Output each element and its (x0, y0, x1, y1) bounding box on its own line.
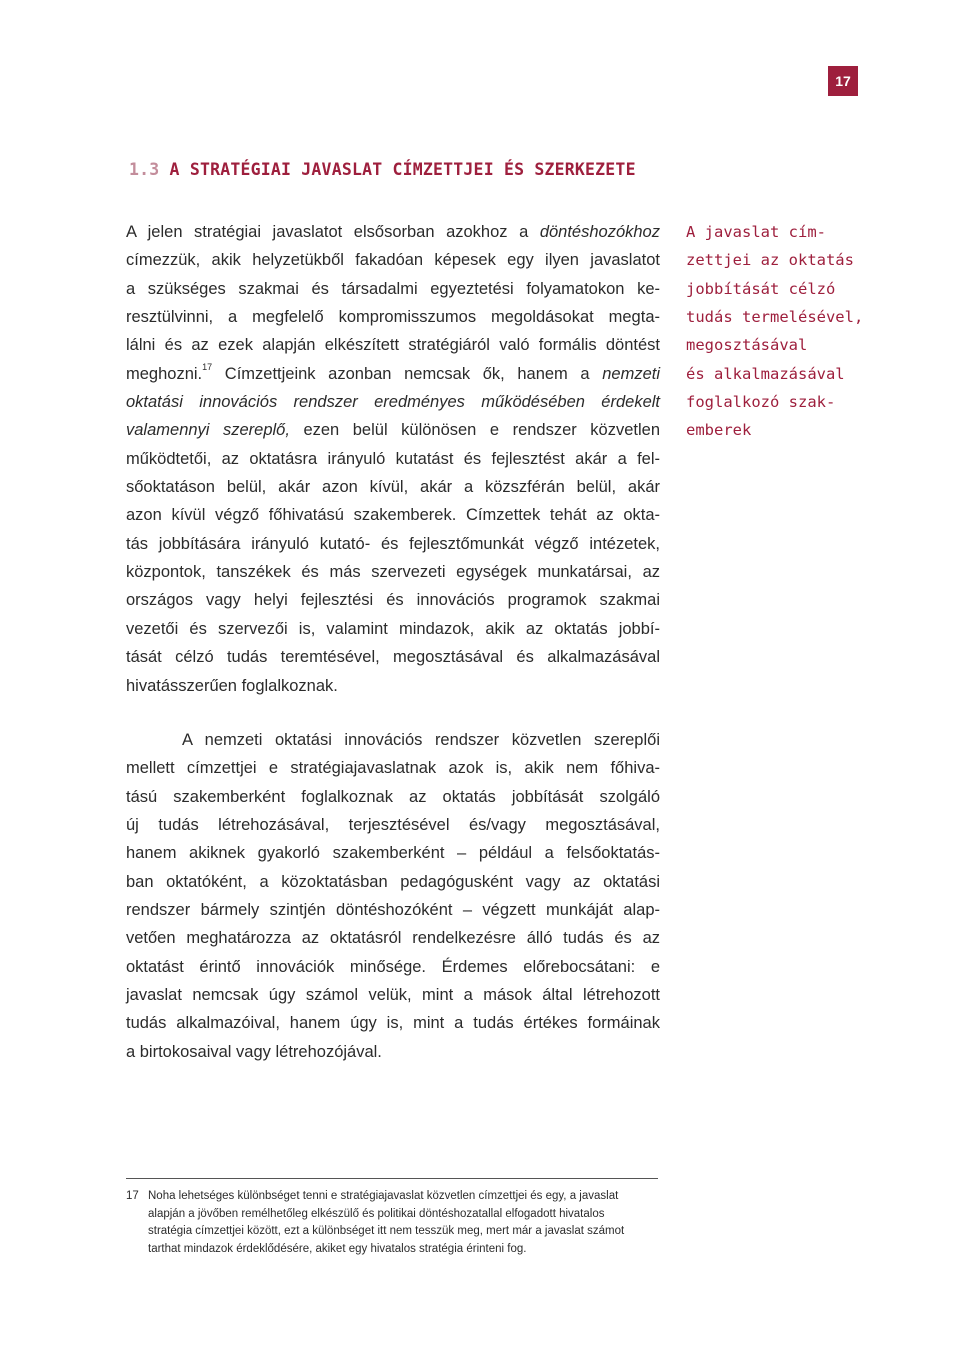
footnote-ref[interactable]: 17 (202, 362, 213, 373)
footnote-text (148, 1188, 658, 1258)
paragraph-line: meghozni.$^{17}$ Címzettjeink azonban nemcsak ők, hanem a nemzeti (126, 362, 660, 383)
pull-quote-line: emberek (686, 421, 752, 440)
footnote-divider (126, 1178, 658, 1179)
footnote-line: alapján a jövőben remélhetőleg elkészülő és politikai döntéshozatallal elfogadott hivatalos (148, 1207, 605, 1220)
paragraph-line: oktatási innovációs rendszer eredményes működésében érdekelt (126, 393, 660, 412)
section-title (129, 160, 636, 179)
paragraph-line: központok, tanszékek és más szervezeti egységek munkatársai, az (126, 563, 660, 582)
paragraph-line: lálni és az ezek alapján elkészített stratégiáról való formális döntést (126, 336, 660, 355)
paragraph-line: oktatást érintő innovációk minősége. Érdemes előrebocsátani: e (126, 957, 660, 976)
paragraph-line: a birtokosaival vagy létrehozójával. (126, 1042, 382, 1061)
paragraph-line: azon kívül végző főhivatású szakemberek. Címzettek tehát az okta- (126, 506, 660, 525)
pull-quote-line: A javaslat cím- (686, 223, 826, 241)
paragraph-line: tását célzó tudás teremtésével, megosztásával és alkalmazásával (126, 648, 660, 667)
pull-quote-line: megosztásával (686, 336, 808, 355)
paragraph-line: javaslat nemcsak úgy számol velük, mint a mások által létrehozott (126, 986, 660, 1005)
paragraph-line: valamennyi szereplő, ezen belül különösen e rendszer közvetlen (126, 421, 660, 440)
paragraph-line: címezzük, akik helyzetükből fakadóan képesek egy ilyen javaslatot (126, 251, 660, 270)
paragraph-line: hivatásszerűen foglalkoznak. (126, 676, 338, 695)
paragraph-line: sőoktatáson belül, akár azon kívül, akár a közszférán belül, akár (126, 478, 660, 497)
paragraph-line: resztülvinni, a megfelelő kompromisszumos megoldásokat megta- (126, 308, 660, 327)
paragraph-line: működtetői, az oktatásra irányuló kutatást és fejlesztést akár a fel- (126, 449, 660, 468)
paragraph-1 (126, 218, 660, 700)
pull-quote-line: jobbítását célzó (686, 279, 836, 298)
footnote-number: 17 (126, 1190, 139, 1202)
footnote (126, 1188, 658, 1258)
paragraph-line: mellett címzettjei e stratégiajavaslatnak azok is, akik nem főhiva- (126, 759, 660, 778)
paragraph-line: tás jobbítására irányuló kutató- és fejlesztőmunkát végző intézetek, (126, 534, 660, 553)
paragraph-line: hanem akiknek gyakorló szakemberként – például a felsőoktatás- (126, 844, 660, 863)
sidebar-pull-quote (686, 218, 876, 445)
footnote-line: Noha lehetséges különbséget tenni e stratégiajavaslat közvetlen címzettjei és egy, a javaslat (148, 1190, 619, 1202)
paragraph-line: vezetői és szervezői is, valamint mindazok, akik az oktatás jobbí- (126, 619, 660, 638)
paragraph-line: tású szakemberként foglalkoznak az oktatás jobbítását szolgáló (126, 787, 660, 806)
paragraph-line: tudás alkalmazóival, hanem úgy is, mint a tudás értékes formáinak (126, 1014, 660, 1033)
paragraph-line: ban oktatóként, a közoktatásban pedagógusként vagy az oktatási (126, 872, 660, 891)
pull-quote-line: foglalkozó szak- (686, 393, 836, 412)
paragraph-2 (126, 726, 660, 1066)
section-number: 1.3 (129, 160, 160, 179)
footnote-line: tarthat mindazok érdeklődésére, akiket egy hivatalos stratégia érinteni fog. (148, 1242, 527, 1255)
paragraph-line: A jelen stratégiai javaslatot elsősorban azokhoz a döntéshozókhoz (126, 223, 660, 241)
paragraph-line: vetően meghatározza az oktatásról rendelkezésre álló tudás és az (126, 929, 660, 948)
section-title-text: A STRATÉGIAI JAVASLAT CÍMZETTJEI ÉS SZERKEZETE (169, 160, 636, 179)
italic-term: nemzeti (602, 364, 660, 383)
paragraph-line: rendszer bármely szintjén döntéshozóként – végzett munkáját alap- (126, 901, 660, 920)
paragraph-line: új tudás létrehozásával, terjesztésével és/vagy megosztásával, (126, 816, 660, 835)
paragraph-line: országos vagy helyi fejlesztési és innovációs programok szakmai (126, 591, 660, 610)
pull-quote-line: és alkalmazásával (686, 364, 845, 383)
paragraph-line: a szükséges szakmai és társadalmi egyeztetési folyamatokon ke- (126, 279, 660, 298)
pull-quote-line: zettjei az oktatás (686, 251, 854, 270)
pull-quote-line: tudás termelésével, (686, 308, 864, 327)
footnote-line: stratégia címzettjei között, ezt a különbséget itt nem tesszük meg, mert már a javaslat számot (148, 1225, 625, 1237)
paragraph-line: A nemzeti oktatási innovációs rendszer közvetlen szereplői (182, 731, 660, 749)
page-number: 17 (828, 66, 858, 96)
italic-term: döntéshozókhoz (539, 223, 660, 241)
